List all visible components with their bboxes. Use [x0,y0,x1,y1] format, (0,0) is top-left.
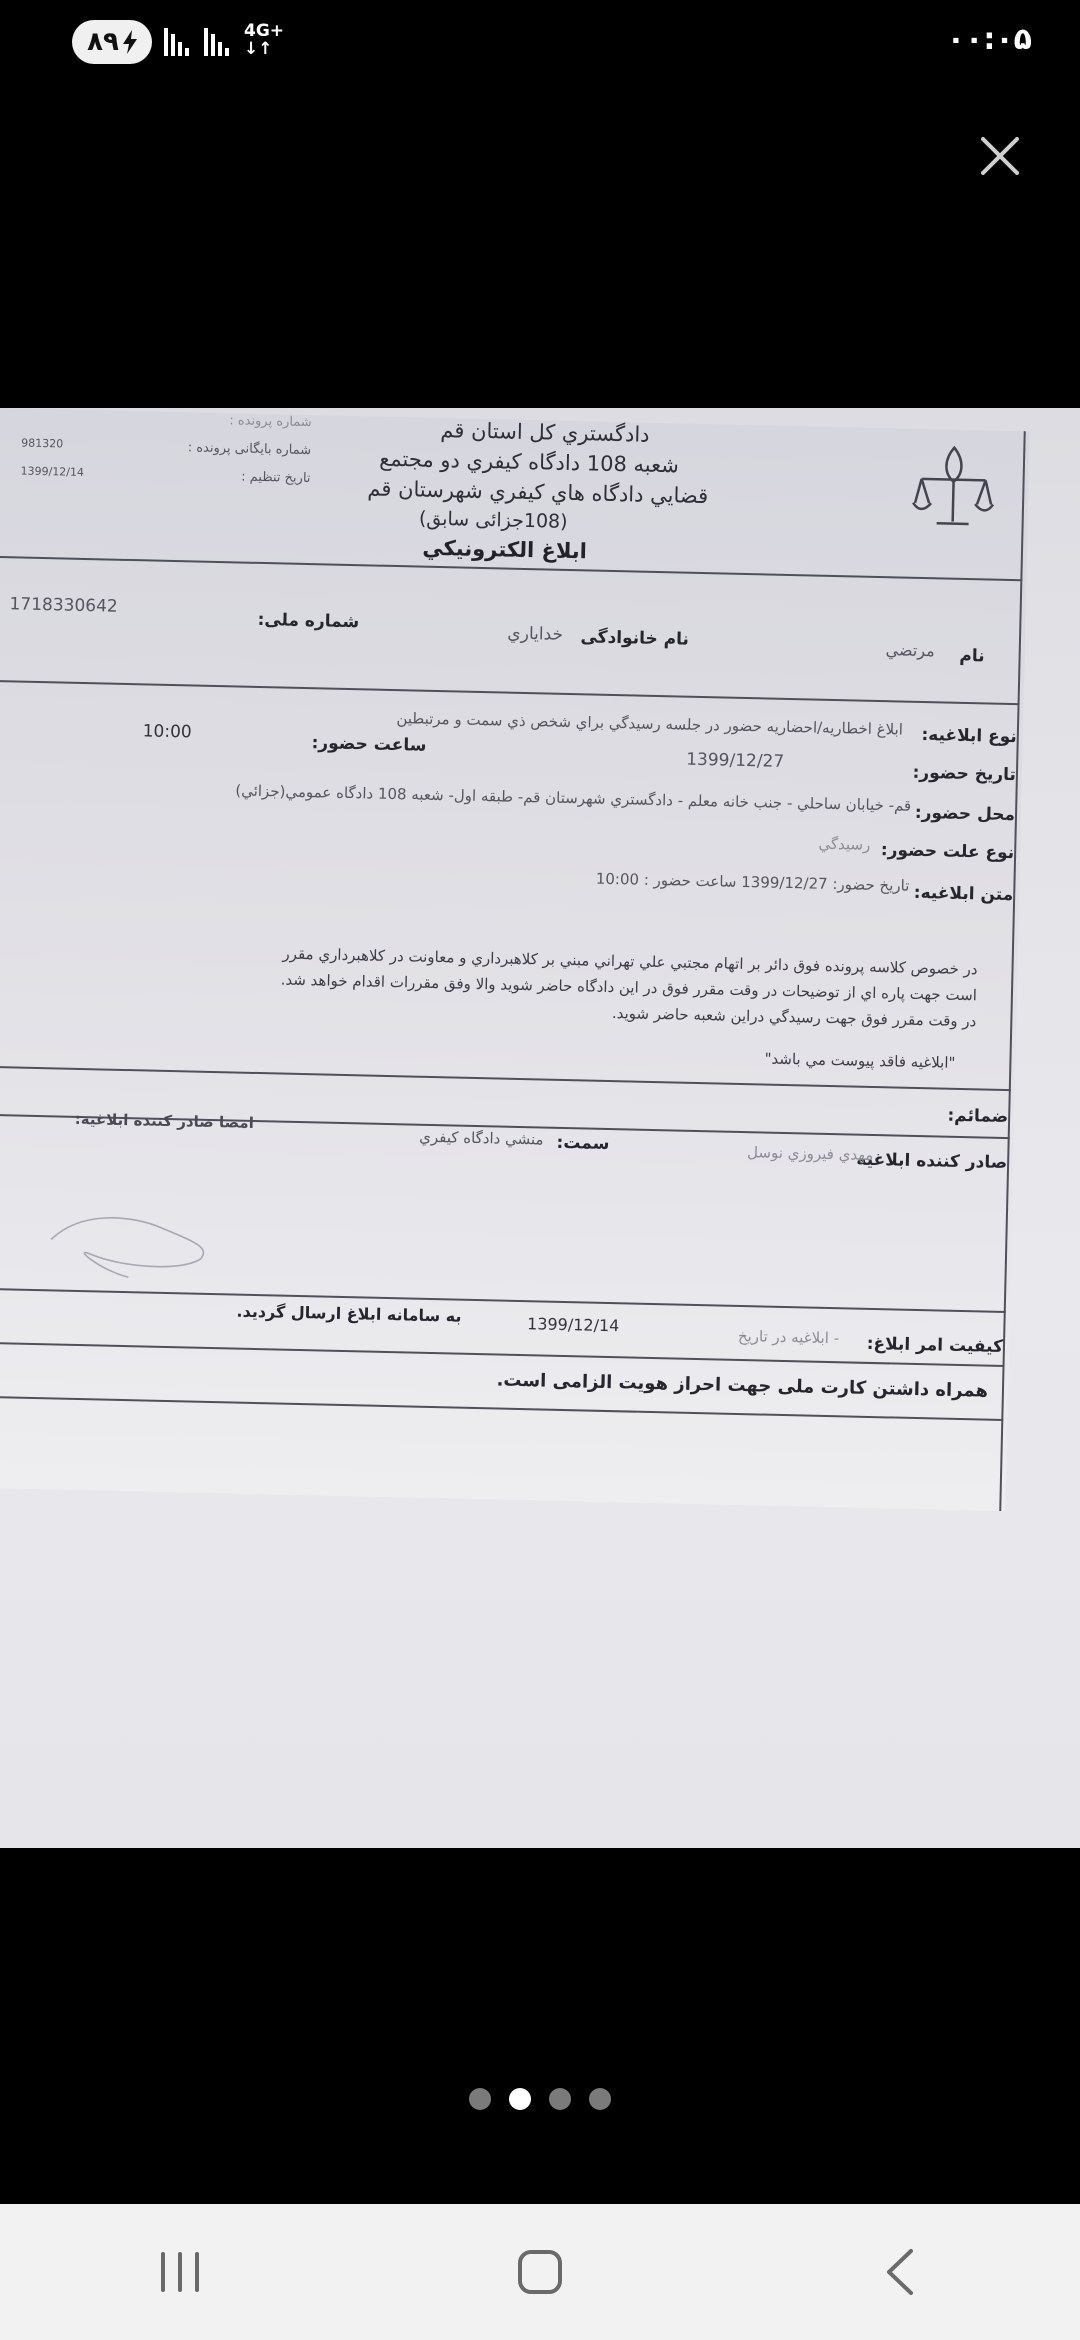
meta-label-case-number: شماره پرونده : [229,413,312,431]
status-clock: ۰۰:۰۵ [946,22,1032,57]
attend-place-value: قم- خيابان ساحلي - جنب خانه معلم - دادگستري شهرستان قم- طبقه اول- شعبه 108 دادگاه عمومي(جزائي) [235,781,912,815]
pager-dot-1[interactable] [469,2088,491,2110]
header-line-3: قضايي دادگاه هاي كيفري شهرستان قم [367,476,709,509]
attend-time-value: 10:00 [142,721,192,743]
header-line-4: (108جزائی سابق) [418,507,568,533]
national-id-label: شماره ملی: [257,609,360,633]
issuer-value: مهدي فيروزي نوسل [746,1143,874,1165]
image-pager [0,2088,1080,2110]
footer-note: همراه داشتن کارت ملی جهت احراز هویت الزامی است. [496,1369,989,1402]
meta-label-archive-number: شماره بایگانی پرونده : [187,440,312,459]
quality-value-1: - ابلاغيه در تاريخ [737,1326,840,1348]
notice-text-value: تاريخ حضور: 1399/12/27 ساعت حضور : 10:00 [595,869,910,895]
pager-dot-4[interactable] [589,2088,611,2110]
attend-time-label: ساعت حضور: [311,733,427,756]
name-value: مرتضي [885,640,935,661]
body-line-1: در خصوص كلاسه پرونده فوق دائر بر اتهام مجتبي علي تهراني مبني بر كلاهبرداري و معاونت در كلاهبرداري مقرر [282,944,978,979]
quality-value-2: به سامانه ابلاغ ارسال گرديد. [236,1301,462,1326]
document-photo[interactable] [0,408,1080,1848]
signature-label: امضا صادر کننده ابلاغیه: [74,1109,255,1132]
attend-reason-value: رسيدگي [818,834,871,854]
issuer-label: صادر کننده ابلاغیه [856,1149,1008,1174]
system-navigation-bar [0,2204,1080,2340]
charging-icon [123,30,137,54]
back-button[interactable] [860,2232,940,2312]
notice-type-value: ابلاغ اخطاريه/احضاريه حضور در جلسه رسيدگي براي شخص ذي سمت و مرتبطين [396,709,904,739]
quality-label: کیفیت امر ابلاغ: [866,1333,1004,1357]
home-button[interactable] [500,2232,580,2312]
family-name-value: خداياري [507,623,564,645]
national-id-value: 1718330642 [9,594,118,617]
network-type [244,22,284,58]
header-line-1: دادگستري كل استان قم [440,418,650,447]
signal-strength-icon [164,26,189,56]
body-line-2: است جهت پاره اي از توضيحات در وقت مقرر فوق در اين دادگاه حاضر شويد والا وفق مقررات اقدام خواهد شد. [280,970,978,1005]
header-line-2: شعبه 108 دادگاه كيفري دو مجتمع [379,446,680,478]
network-label: 4G+ [244,21,285,41]
battery-level: ۸۹ [87,27,119,57]
attend-place-label: محل حضور: [914,802,1016,826]
recent-apps-button[interactable] [140,2232,220,2312]
pager-dot-3[interactable] [549,2088,571,2110]
meta-value-issue-date: 1399/12/14 [20,464,85,479]
recent-apps-icon [157,2251,203,2293]
position-value: منشي دادگاه كيفري [419,1127,544,1149]
home-icon [516,2248,564,2296]
status-bar [0,0,1080,90]
notice-text-label: متن ابلاغیه: [913,882,1014,906]
signal-strength-icon-2 [204,26,229,56]
quality-date: 1399/12/14 [526,1314,620,1336]
document-title: ابلاغ الكترونيكي [422,535,588,564]
back-icon [883,2247,917,2297]
attend-reason-label: نوع علت حضور: [880,840,1015,864]
body-line-3: در وقت مقرر فوق جهت رسيدگي دراين شعبه حاضر شويد. [611,1004,977,1031]
iran-emblem-icon [902,439,1004,541]
close-icon[interactable] [978,134,1022,178]
position-label: سمت: [556,1132,610,1155]
name-label: نام [959,645,985,667]
notice-document [0,408,1030,1511]
attend-date-value: 1399/12/27 [685,749,785,772]
attachment-note: "ابلاغيه فاقد پيوست مي باشد" [764,1049,956,1072]
attachments-label: ضمائم: [947,1105,1009,1128]
battery-indicator [72,20,152,64]
notice-type-label: نوع ابلاغیه: [921,724,1018,748]
attend-date-label: تاریخ حضور: [912,762,1017,786]
meta-label-issue-date: تاریخ تنظیم : [241,469,311,487]
data-transfer-icon: ↓↑ [244,39,273,59]
family-name-label: نام خانوادگی [580,627,690,650]
signature [40,1199,232,1283]
pager-dot-2[interactable] [509,2088,531,2110]
meta-value-archive-number: 981320 [21,436,64,451]
